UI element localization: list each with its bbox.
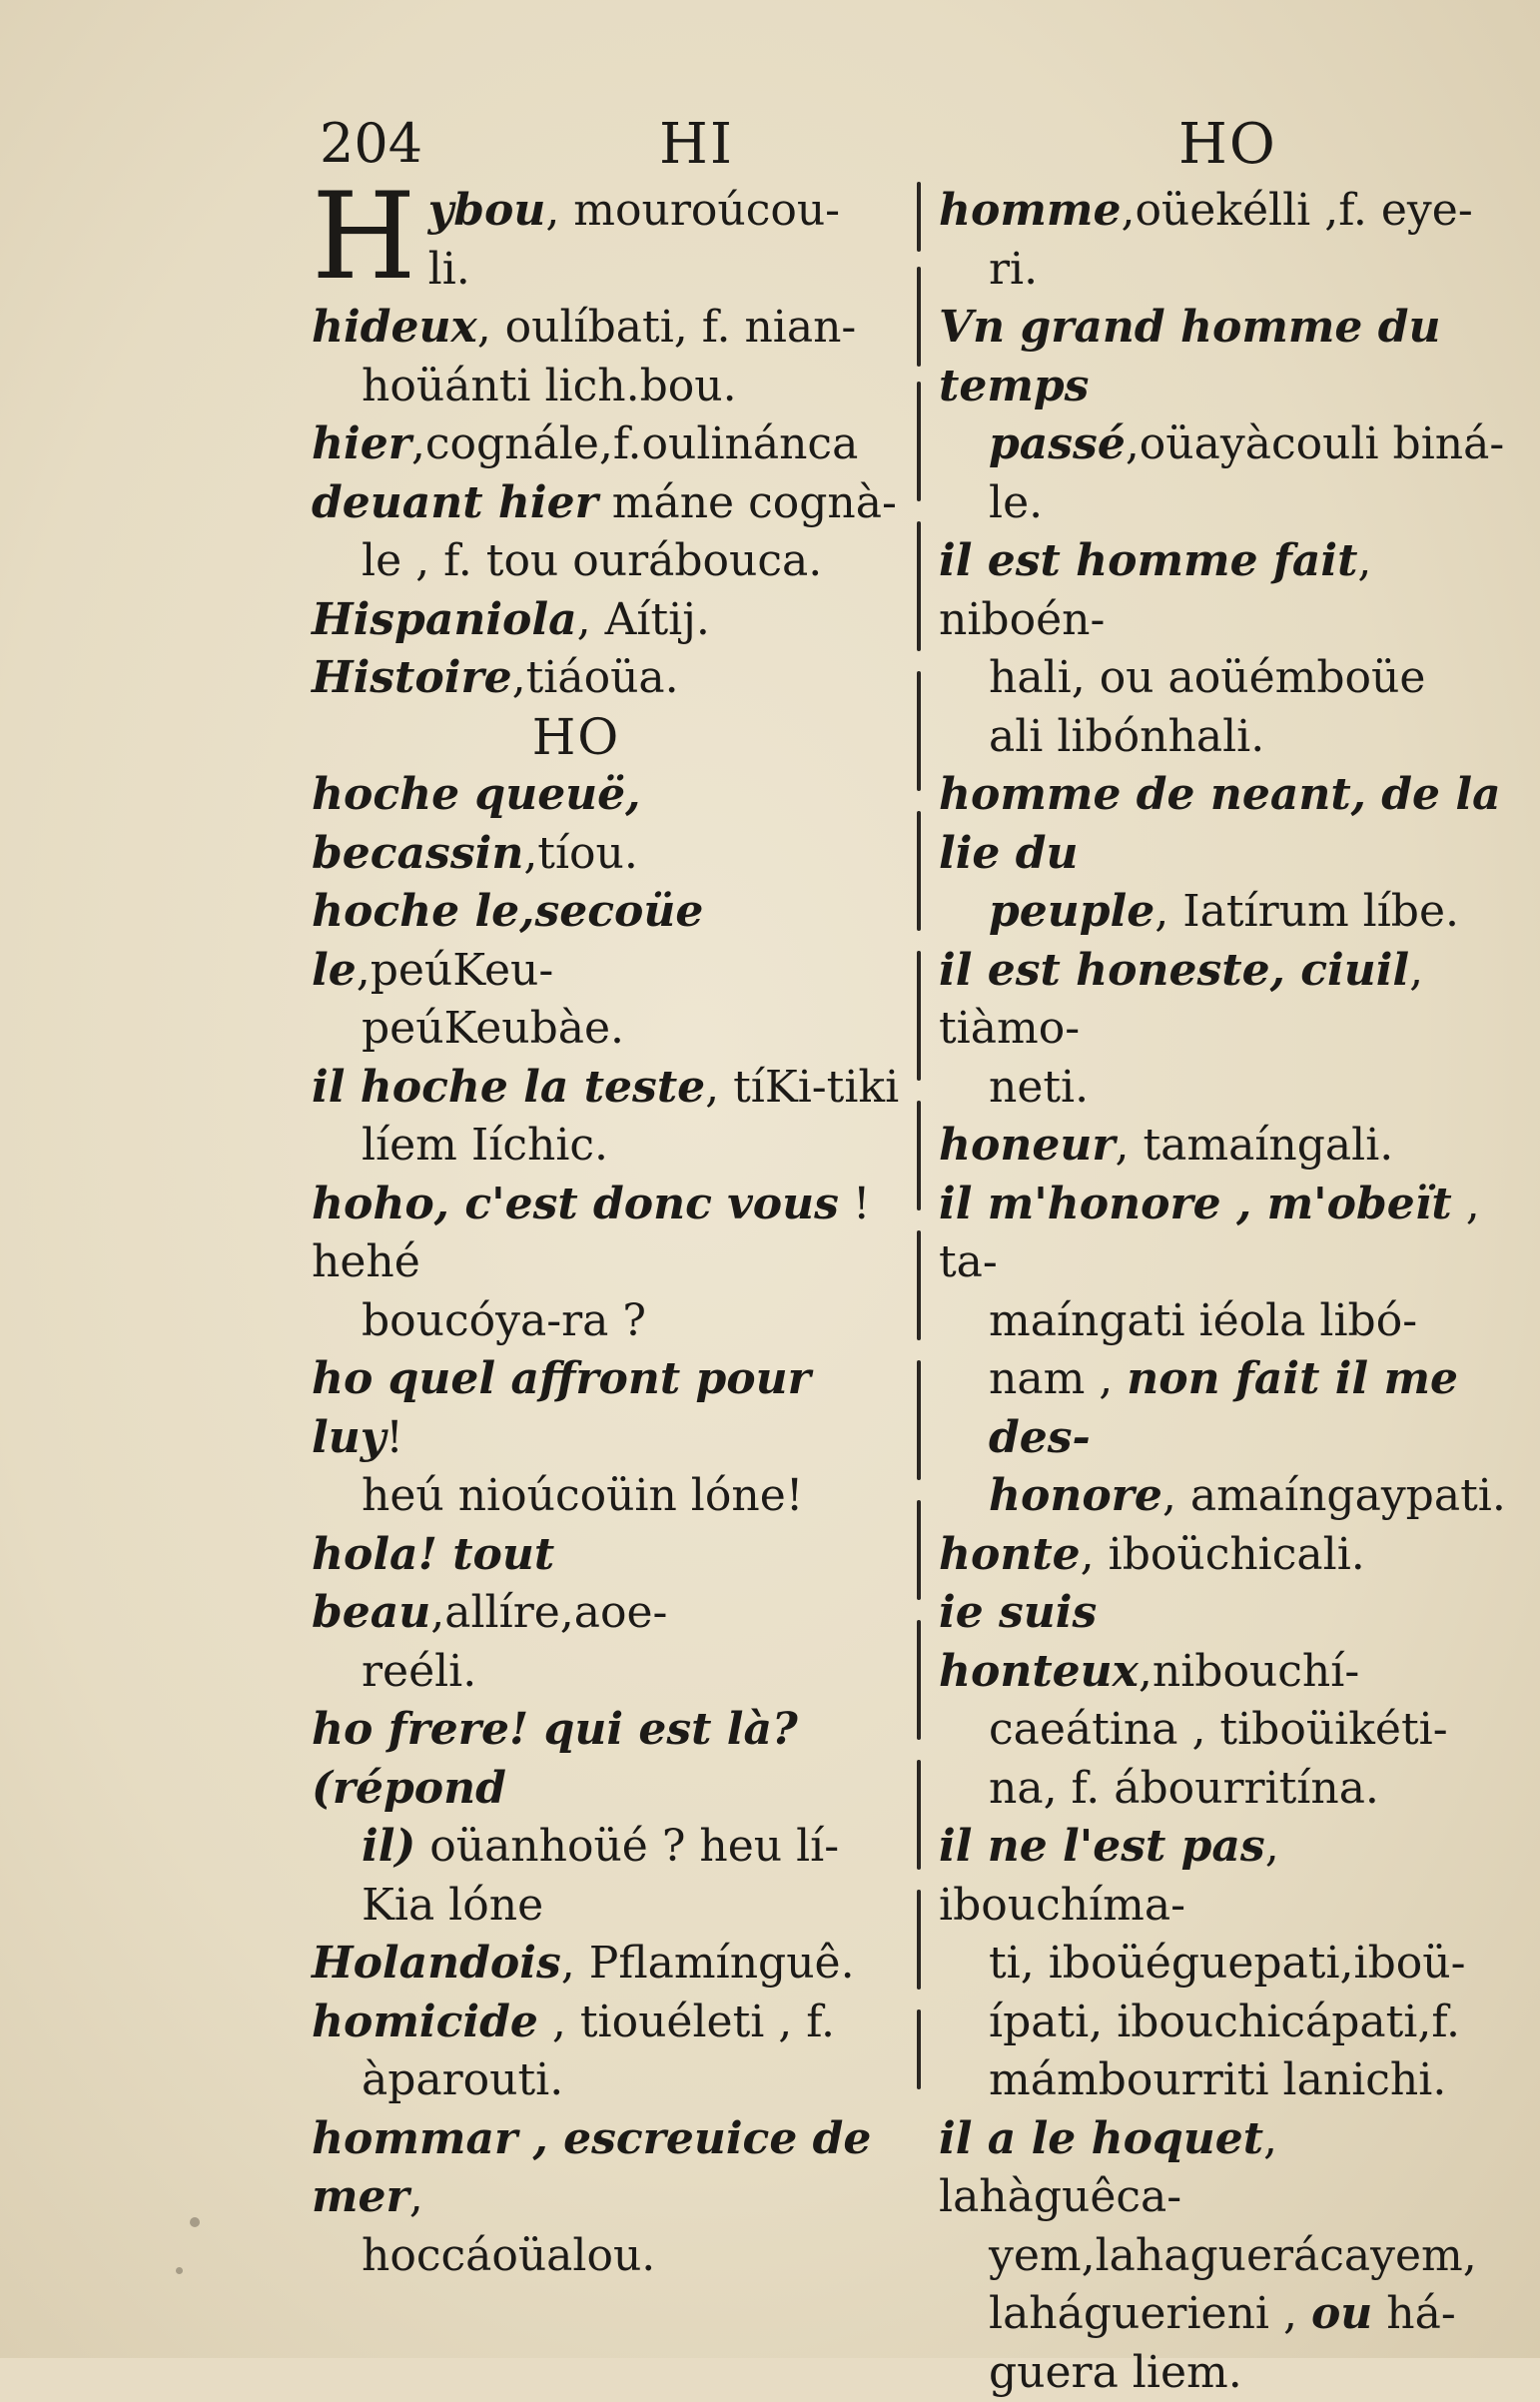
headword: hoho, c'est donc vous (312, 1179, 839, 1229)
translation-continued: na, f. ábourritína. (939, 1760, 1513, 1819)
translation-continued (939, 2285, 1513, 2344)
headword: hola! tout beau (312, 1529, 554, 1639)
translation: , amaíngaypati. (1162, 1470, 1506, 1521)
headword: homicide (312, 1997, 538, 2047)
dictionary-entry (939, 1117, 1513, 1176)
dictionary-entry (939, 1467, 1513, 1526)
headword: Histoire (312, 652, 512, 703)
translation-continued: caeátina , tiboüikéti- (939, 1701, 1513, 1760)
translation: , lahàguêca- (939, 2113, 1277, 2223)
translation-continued (939, 1467, 1513, 1526)
translation: , iboüchicali. (1081, 1529, 1365, 1580)
translation: , ta- (939, 1179, 1480, 1288)
translation: , Iatírum líbe. (1155, 886, 1459, 937)
translation: , tiouéleti , f. (538, 1997, 835, 2047)
gloss: ou (1311, 2288, 1372, 2339)
running-head-right: HO (1178, 112, 1277, 177)
dictionary-entry (939, 1994, 1513, 2052)
headword: ybou (428, 185, 546, 236)
translation: ,peúKeu- (357, 945, 553, 996)
headword: hoche le,secoüe le (312, 886, 703, 996)
dictionary-entry (312, 649, 901, 708)
translation: , oulíbati, f. nian- (477, 302, 857, 353)
headword: ie suis honteux (939, 1587, 1139, 1697)
gloss: passé (989, 418, 1126, 469)
translation-continued: le , f. tou ourábouca. (312, 532, 901, 591)
translation-continued: ípati, ibouchicápati,f. (939, 1994, 1513, 2052)
headword: ho frere! qui est là? (répond (312, 1704, 798, 1814)
dictionary-entry (312, 1877, 901, 1936)
translation-continued: àparouti. (312, 2051, 901, 2110)
dictionary-entry (939, 1584, 1513, 1760)
dictionary-entry (312, 766, 901, 883)
dictionary-entry (312, 2110, 901, 2286)
headword: homme (939, 185, 1121, 236)
translation-continued: hoccáoüalou. (312, 2227, 901, 2286)
dictionary-entry (312, 883, 901, 1059)
translation-continued: líem Iíchic. (312, 1117, 901, 1176)
translation-continued (939, 883, 1513, 942)
page-number: 204 (320, 112, 422, 175)
dictionary-entry (312, 1526, 901, 1702)
dictionary-entry (312, 591, 901, 650)
page-header (320, 112, 1518, 182)
translation: , ibouchíma- (939, 1821, 1279, 1931)
translation: , tíKi-tiki (705, 1062, 899, 1113)
dictionary-entry (939, 2344, 1513, 2402)
dictionary-entry (939, 2110, 1513, 2286)
headword: il hoche la teste (312, 1062, 705, 1113)
translation: , mouroúcou- (545, 185, 840, 236)
translation: ,oüayàcouli biná- (1126, 418, 1504, 469)
dictionary-entry (939, 299, 1513, 474)
translation-continued: reéli. (312, 1643, 901, 1702)
translation-continued: guera liem. (939, 2344, 1513, 2402)
translation: nam , (989, 1353, 1127, 1404)
dictionary-entry (939, 2285, 1513, 2344)
dictionary-entry (312, 182, 901, 299)
dictionary-entry (312, 1176, 901, 1351)
translation-continued: ali libónhali. (939, 708, 1513, 767)
translation-continued: ti, iboüéguepati,iboü- (939, 1935, 1513, 1994)
translation: ,tiáoüa. (512, 652, 679, 703)
translation: ! hehé (312, 1179, 871, 1288)
translation: há- (1372, 2288, 1455, 2339)
dictionary-entry (939, 708, 1513, 767)
dictionary-entry (939, 766, 1513, 942)
gloss: il) (362, 1821, 415, 1872)
translation: , tiàmo- (939, 945, 1423, 1055)
translation: , Aítij. (577, 594, 710, 645)
translation-continued: peúKeubàe. (312, 1000, 901, 1059)
dictionary-entry (939, 1350, 1513, 1467)
translation: ,allíre,aoe- (430, 1587, 667, 1638)
translation-continued: ri. (939, 241, 1513, 300)
headword: hideux (312, 302, 477, 353)
headword: homme de neant, de la lie du (939, 769, 1501, 879)
dictionary-entry (939, 1818, 1513, 1994)
dictionary-entry (312, 1059, 901, 1176)
dictionary-entry (312, 1701, 901, 1877)
dictionary-entry (312, 299, 901, 415)
translation-continued (939, 415, 1513, 474)
translation-continued: le. (939, 474, 1513, 533)
dictionary-entry (312, 415, 901, 474)
translation-continued: boucóya-ra ? (312, 1292, 901, 1351)
translation-continued: hoüánti lich.bou. (312, 358, 901, 416)
translation: , tamaíngali. (1116, 1120, 1394, 1171)
ink-speck (190, 2217, 200, 2227)
gloss: non fait il me des- (989, 1353, 1458, 1463)
translation: ,nibouchí- (1139, 1646, 1359, 1697)
section-heading: HO (312, 708, 901, 767)
headword: Hispaniola (312, 594, 577, 645)
translation: ,tíou. (523, 828, 638, 879)
dictionary-entry (312, 474, 901, 591)
headword: hoche queuë, becassin (312, 769, 640, 879)
left-column (312, 182, 901, 2285)
headword: hommar , escreuice de mer (312, 2113, 871, 2223)
translation: máne cognà- (598, 477, 897, 528)
dictionary-entry (939, 1176, 1513, 1351)
dictionary-entry (312, 1935, 901, 1994)
translation-continued: Kia lóne (312, 1877, 901, 1936)
translation-continued (312, 1818, 901, 1877)
dictionary-entry (312, 1994, 901, 2110)
headword: Vn grand homme du temps (939, 302, 1441, 411)
headword: Holandois (312, 1938, 561, 1989)
translation-continued: maíngati iéola libó- (939, 1292, 1513, 1351)
dictionary-entry (312, 1350, 901, 1526)
dictionary-entry (939, 1526, 1513, 1585)
translation: ,cognále,f.oulinánca (411, 418, 858, 469)
dictionary-entry (939, 532, 1513, 708)
translation: laháguerieni , (989, 2288, 1311, 2339)
translation: , niboén- (939, 535, 1371, 645)
translation-continued: neti. (939, 1059, 1513, 1118)
drop-cap: H (312, 186, 416, 290)
translation: , (409, 2171, 423, 2222)
headword: deuant hier (312, 477, 598, 528)
running-head-left: HI (659, 112, 734, 177)
gloss: peuple (989, 886, 1155, 937)
translation: ,oüekélli ,f. eye- (1121, 185, 1472, 236)
dictionary-entry (939, 942, 1513, 1118)
right-column (939, 182, 1513, 2402)
dictionary-entry (939, 2051, 1513, 2110)
translation-continued: yem,lahaguerácayem, (939, 2227, 1513, 2286)
translation-continued (939, 1350, 1513, 1467)
translation-continued: mámbourriti lanichi. (939, 2051, 1513, 2110)
translation-continued: heú nioúcoüin lóne! (312, 1467, 901, 1526)
headword: il a le hoquet (939, 2113, 1263, 2164)
headword: hier (312, 418, 411, 469)
translation-continued: li. (312, 241, 901, 300)
translation: , Pflamínguê. (561, 1938, 855, 1989)
translation-continued: hali, ou aoüémboüe (939, 649, 1513, 708)
column-divider (917, 182, 921, 2089)
headword: il m'honore , m'obeït (939, 1179, 1452, 1229)
dictionary-entry (939, 1760, 1513, 1819)
headword: ho quel affront pour luy (312, 1353, 811, 1463)
gloss: honore (989, 1470, 1162, 1521)
dictionary-entry (939, 474, 1513, 533)
dictionary-entry (939, 182, 1513, 299)
translation: oüanhoüé ? heu lí- (415, 1821, 839, 1872)
headword: honeur (939, 1120, 1116, 1171)
headword: il est homme fait (939, 535, 1357, 586)
headword: il ne l'est pas (939, 1821, 1265, 1872)
headword: il est honeste, ciuil (939, 945, 1409, 996)
translation: ! (385, 1412, 403, 1463)
headword: honte (939, 1529, 1081, 1580)
ink-speck (176, 2267, 183, 2274)
